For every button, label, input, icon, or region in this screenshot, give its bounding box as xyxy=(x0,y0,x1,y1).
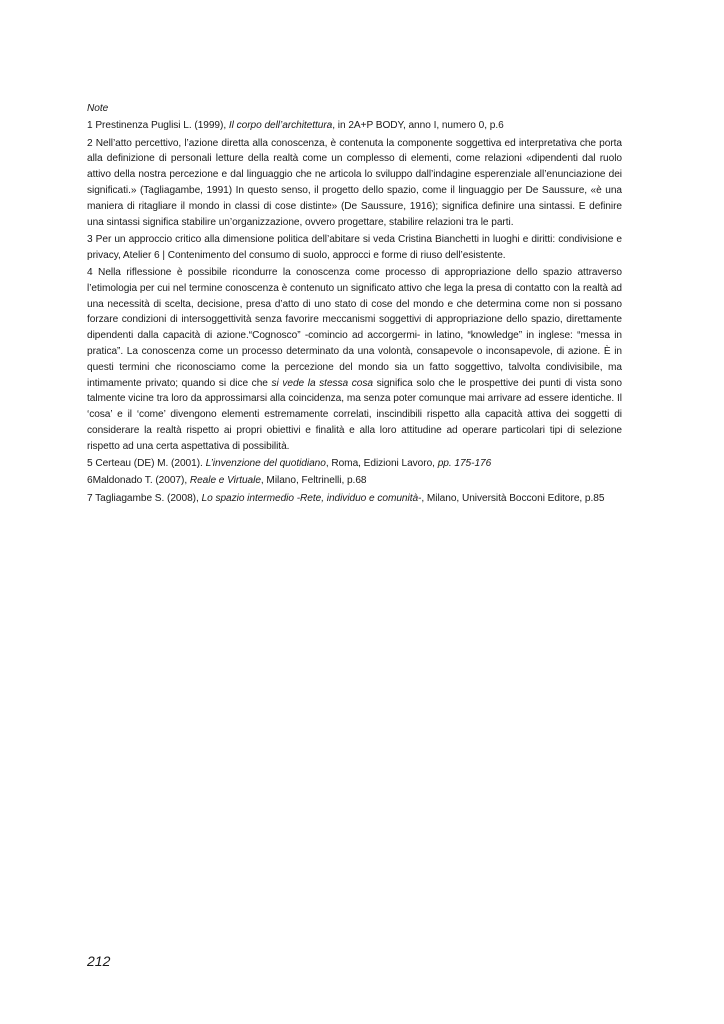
note-7 xyxy=(87,491,622,507)
note-1-source: , in 2A+P BODY, anno I, numero 0, p.6 xyxy=(332,120,504,132)
note-5 xyxy=(87,456,622,472)
notes-heading: Note xyxy=(87,103,109,114)
note-6-author: 6Maldonado T. (2007), xyxy=(87,475,190,487)
note-1-title: Il corpo dell’architettura xyxy=(228,120,333,132)
note-4-text-end: significa solo che le prospettive dei punti di vista sono talmente vicine tra loro da approssimarsi alla coincidenza, ma senza poter comunque mai arrivare ad essere identiche. Il ‘cosa’ e il ‘come’ divengono elementi estremamente correlati, inscindibili rispetto alla capacità attiva dei soggetti di considerare la realtà rispetto ai propri obiettivi e finalità e alla loro attitudine ad operare particolari tipi di selezione rispetto ad una certa aspettativa di possibilità. xyxy=(87,377,622,452)
note-4 xyxy=(87,265,622,455)
note-7-author: 7 Tagliagambe S. (2008), xyxy=(87,492,202,504)
note-3: 3 Per un approccio critico alla dimensione politica dell’abitare si veda Cristina Bianchetti in luoghi e diritti: condivisione e privacy, Atelier 6 | Contenimento del consumo di suolo, approcci e forme di riuso dell’esistente. xyxy=(87,233,622,261)
note-2: 2 Nell’atto percettivo, l’azione diretta alla conoscenza, è contenuta la componente soggettiva ed interpretativa che porta alla definizione di personali letture della realtà come un complesso di elementi, come relazioni «dipendenti dal ruolo attivo della nostra percezione e dal linguaggio che ne articola lo sviluppo dall’indagine esperenziale all’enunciazione dei significati.» (Tagliagambe, 1991) In questo senso, il progetto dello spazio, come il linguaggio per De Saussure, «è una maniera di ritagliare il mondo in classi di cose distinte» (De Saussure, 1916); significa definire una sintassi. E definire una sintassi significa stabilire un’organizzazione, ovvero progettare, stabilire relazioni tra le parti. xyxy=(87,137,622,228)
note-1 xyxy=(87,118,622,134)
note-5-pages: pp. 175-176 xyxy=(437,458,492,470)
note-5-title: L’invenzione del quotidiano xyxy=(205,458,326,470)
note-5-publisher: , Roma, Edizioni Lavoro, xyxy=(325,458,438,470)
note-6-title: Reale e Virtuale xyxy=(189,475,261,487)
note-5-author: 5 Certeau (DE) M. (2001). xyxy=(87,458,206,470)
note-1-author: 1 Prestinenza Puglisi L. (1999), xyxy=(87,120,229,132)
note-7-publisher: , Milano, Università Bocconi Editore, p.85 xyxy=(421,492,605,504)
note-4-quote: si vede la stessa cosa xyxy=(271,377,373,389)
notes-section xyxy=(87,101,622,508)
note-4-text-start: 4 Nella riflessione è possibile ricondurre la conoscenza come processo di appropriazione dello spazio attraverso l’etimologia per cui nel termine conoscenza è contenuto un significato attivo che lega la presa di contatto con la realtà ad una necessità di scelta, decisione, presa d’atto di uno stato di cose del mondo e che determina come non si possano forzare condizioni di intersoggettività senza favorire meccanismi soggettivi di appropriazione dello spazio, direttamente dipendenti dalla capacità di azione.“Cognosco” -comincio ad accorgermi- in latino, “knowledge” in inglese: “messa in pratica”. La conoscenza come un processo determinato da una volontà, consapevole o inconsapevole, di azione. È in questi termini che riconosciamo come la percezione del mondo sia un fatto soggettivo, talvolta condivisibile, ma intimamente privato; quando si dice che xyxy=(87,266,622,389)
note-6-publisher: , Milano, Feltrinelli, p.68 xyxy=(260,475,367,487)
note-6 xyxy=(87,473,622,489)
note-7-title: Lo spazio intermedio -Rete, individuo e comunità- xyxy=(201,492,422,504)
page-number: 212 xyxy=(87,953,111,969)
